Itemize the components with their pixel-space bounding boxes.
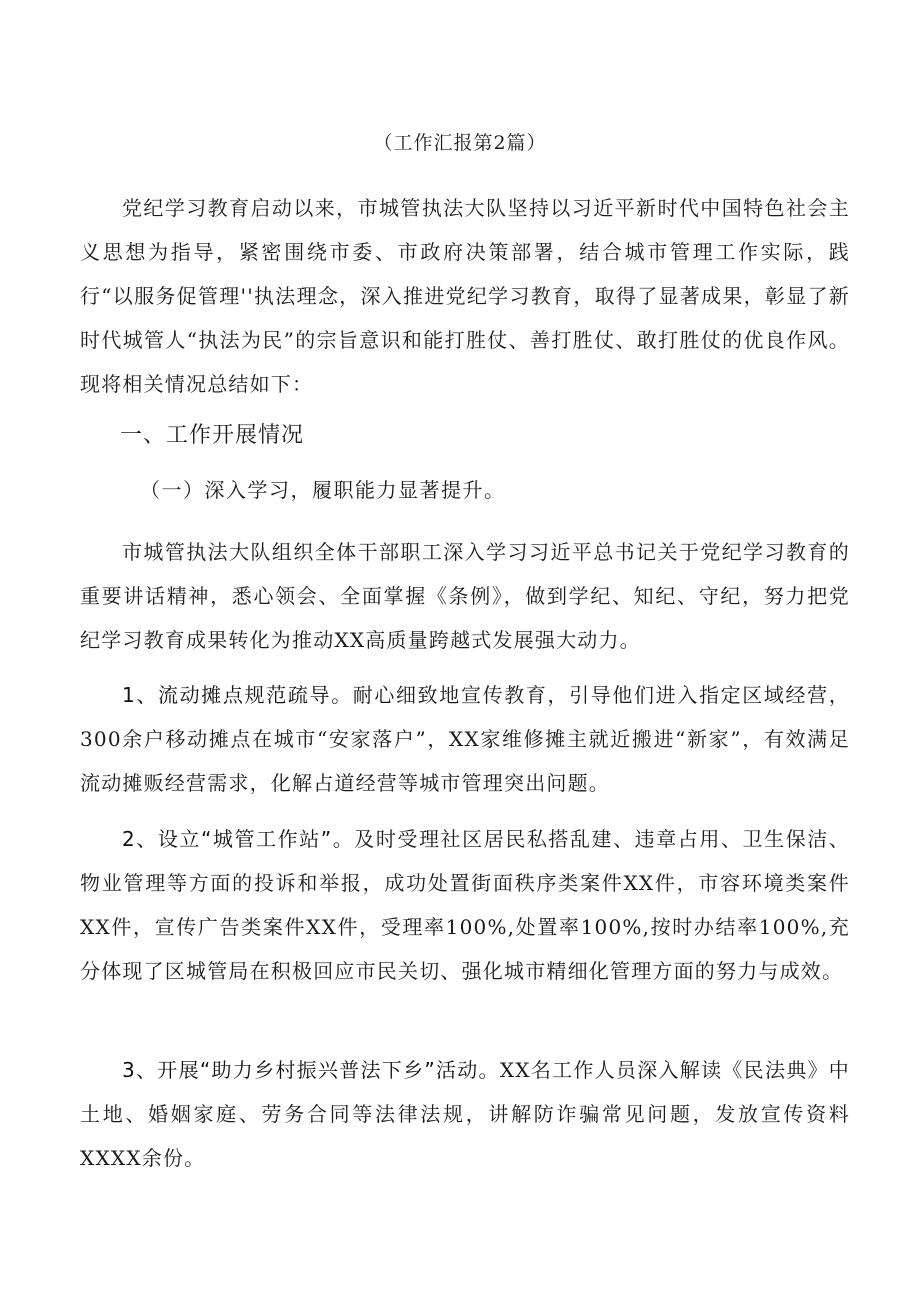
- section-heading-1: 一、工作开展情况: [120, 423, 305, 448]
- study-paragraph: 市城管执法大队组织全体干部职工深入学习习近平总书记关于党纪学习教育的重要讲话精神，悉心领会、全面掌握《条例》，做到学纪、知纪、守纪，努力把党纪学习教育成果转化为推动XX高质量跨越式发展强大动力。: [80, 540, 850, 652]
- item-3-lead: 3、开展“助力乡村振兴普法下乡”活动。: [122, 1058, 500, 1082]
- item-1-paragraph: [80, 673, 850, 805]
- document-title: （工作汇报第2篇）: [373, 132, 547, 154]
- item-1-lead: 1、流动摊点规范疏导。: [122, 683, 353, 707]
- item-3-paragraph: [80, 1048, 850, 1180]
- item-3-body: XX名工作人员深入解读《民法典》中土地、婚姻家庭、劳务合同等法律法规，讲解防诈骗常见问题，发放宣传资料XXXX余份。: [80, 1058, 850, 1170]
- item-2-lead: 2、设立“城管工作站”。: [122, 827, 355, 851]
- intro-paragraph: 党纪学习教育启动以来，市城管执法大队坚持以习近平新时代中国特色社会主义思想为指导，紧密围绕市委、市政府决策部署，结合城市管理工作实际，践行“以服务促管理''执法理念，深入推进党纪学习教育，取得了显著成果，彰显了新时代城管人“执法为民”的宗旨意识和能打胜仗、善打胜仗、敢打胜仗的优良作风。现将相关情况总结如下：: [80, 196, 850, 396]
- item-2-body: 及时受理社区居民私搭乱建、违章占用、卫生保洁、物业管理等方面的投诉和举报，成功处置街面秩序类案件XX件，市容环境类案件XX件，宣传广告类案件XX件，受理率100%,处置率100%,按时办结率100%,充分体现了区城管局在积极回应市民关切、强化城市精细化管理方面的努力与成效。: [80, 827, 850, 983]
- item-2-paragraph: [80, 817, 850, 993]
- subsection-heading-1: （一）深入学习，履职能力显著提升。: [140, 478, 506, 502]
- item-1-body: 耐心细致地宣传教育，引导他们进入指定区域经营，300余户移动摊点在城市“安家落户”，XX家维修摊主就近搬进“新家”，有效满足流动摊贩经营需求，化解占道经营等城市管理突出问题。: [80, 683, 850, 795]
